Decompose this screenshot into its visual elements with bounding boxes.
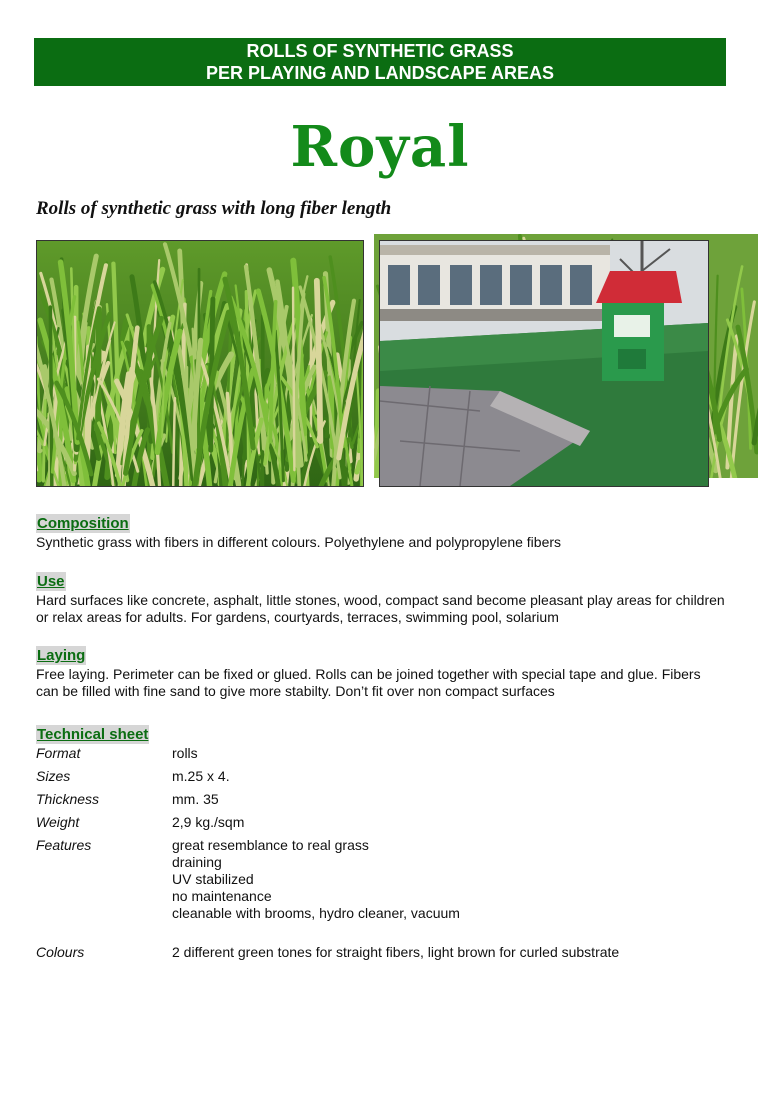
- tech-label: Weight: [36, 814, 80, 830]
- feature-item: cleanable with brooms, hydro cleaner, vacuum: [172, 905, 460, 921]
- composition-text: Synthetic grass with fibers in different colours. Polyethylene and polypropylene fibers: [36, 534, 562, 550]
- laying-text: Free laying. Perimeter can be fixed or glued. Rolls can be joined together with special tape and glue. Fibers can be filled with fine sand to give more stabilty. Don’t fit over non compact surfaces: [36, 666, 701, 699]
- banner-line-1: ROLLS OF SYNTHETIC GRASS: [246, 41, 514, 61]
- use-title: Use: [37, 573, 65, 590]
- tech-value: rolls: [172, 745, 198, 761]
- grass-closeup-photo: [36, 240, 364, 487]
- brand-logo: Royal: [290, 114, 470, 180]
- banner-line-2: PER PLAYING AND LANDSCAPE AREAS: [205, 63, 555, 83]
- tech-value: 2 different green tones for straight fibers, light brown for curled substrate: [172, 944, 620, 960]
- feature-item: no maintenance: [172, 888, 272, 904]
- tech-value: m.25 x 4.: [172, 768, 230, 784]
- tech-label: Features: [36, 837, 92, 853]
- product-subtitle: Rolls of synthetic grass with long fiber length: [36, 198, 392, 219]
- playground-photo: [379, 240, 709, 487]
- technical-sheet-title: Technical sheet: [37, 726, 149, 743]
- tech-value: mm. 35: [172, 791, 219, 807]
- header-banner: [34, 38, 726, 86]
- feature-item: UV stabilized: [172, 871, 254, 887]
- tech-label: Colours: [36, 944, 85, 960]
- feature-item: draining: [172, 854, 222, 870]
- laying-title: Laying: [37, 647, 86, 664]
- feature-item: great resemblance to real grass: [172, 837, 369, 853]
- tech-label: Sizes: [36, 768, 71, 784]
- tech-value: 2,9 kg./sqm: [172, 814, 245, 830]
- use-text: Hard surfaces like concrete, asphalt, little stones, wood, compact sand become pleasant play areas for children or relax areas for adults. For gardens, courtyards, terraces, swimming pool, solarium: [36, 592, 725, 625]
- tech-label: Thickness: [36, 791, 100, 807]
- composition-title: Composition: [37, 515, 129, 532]
- tech-label: Format: [36, 745, 81, 761]
